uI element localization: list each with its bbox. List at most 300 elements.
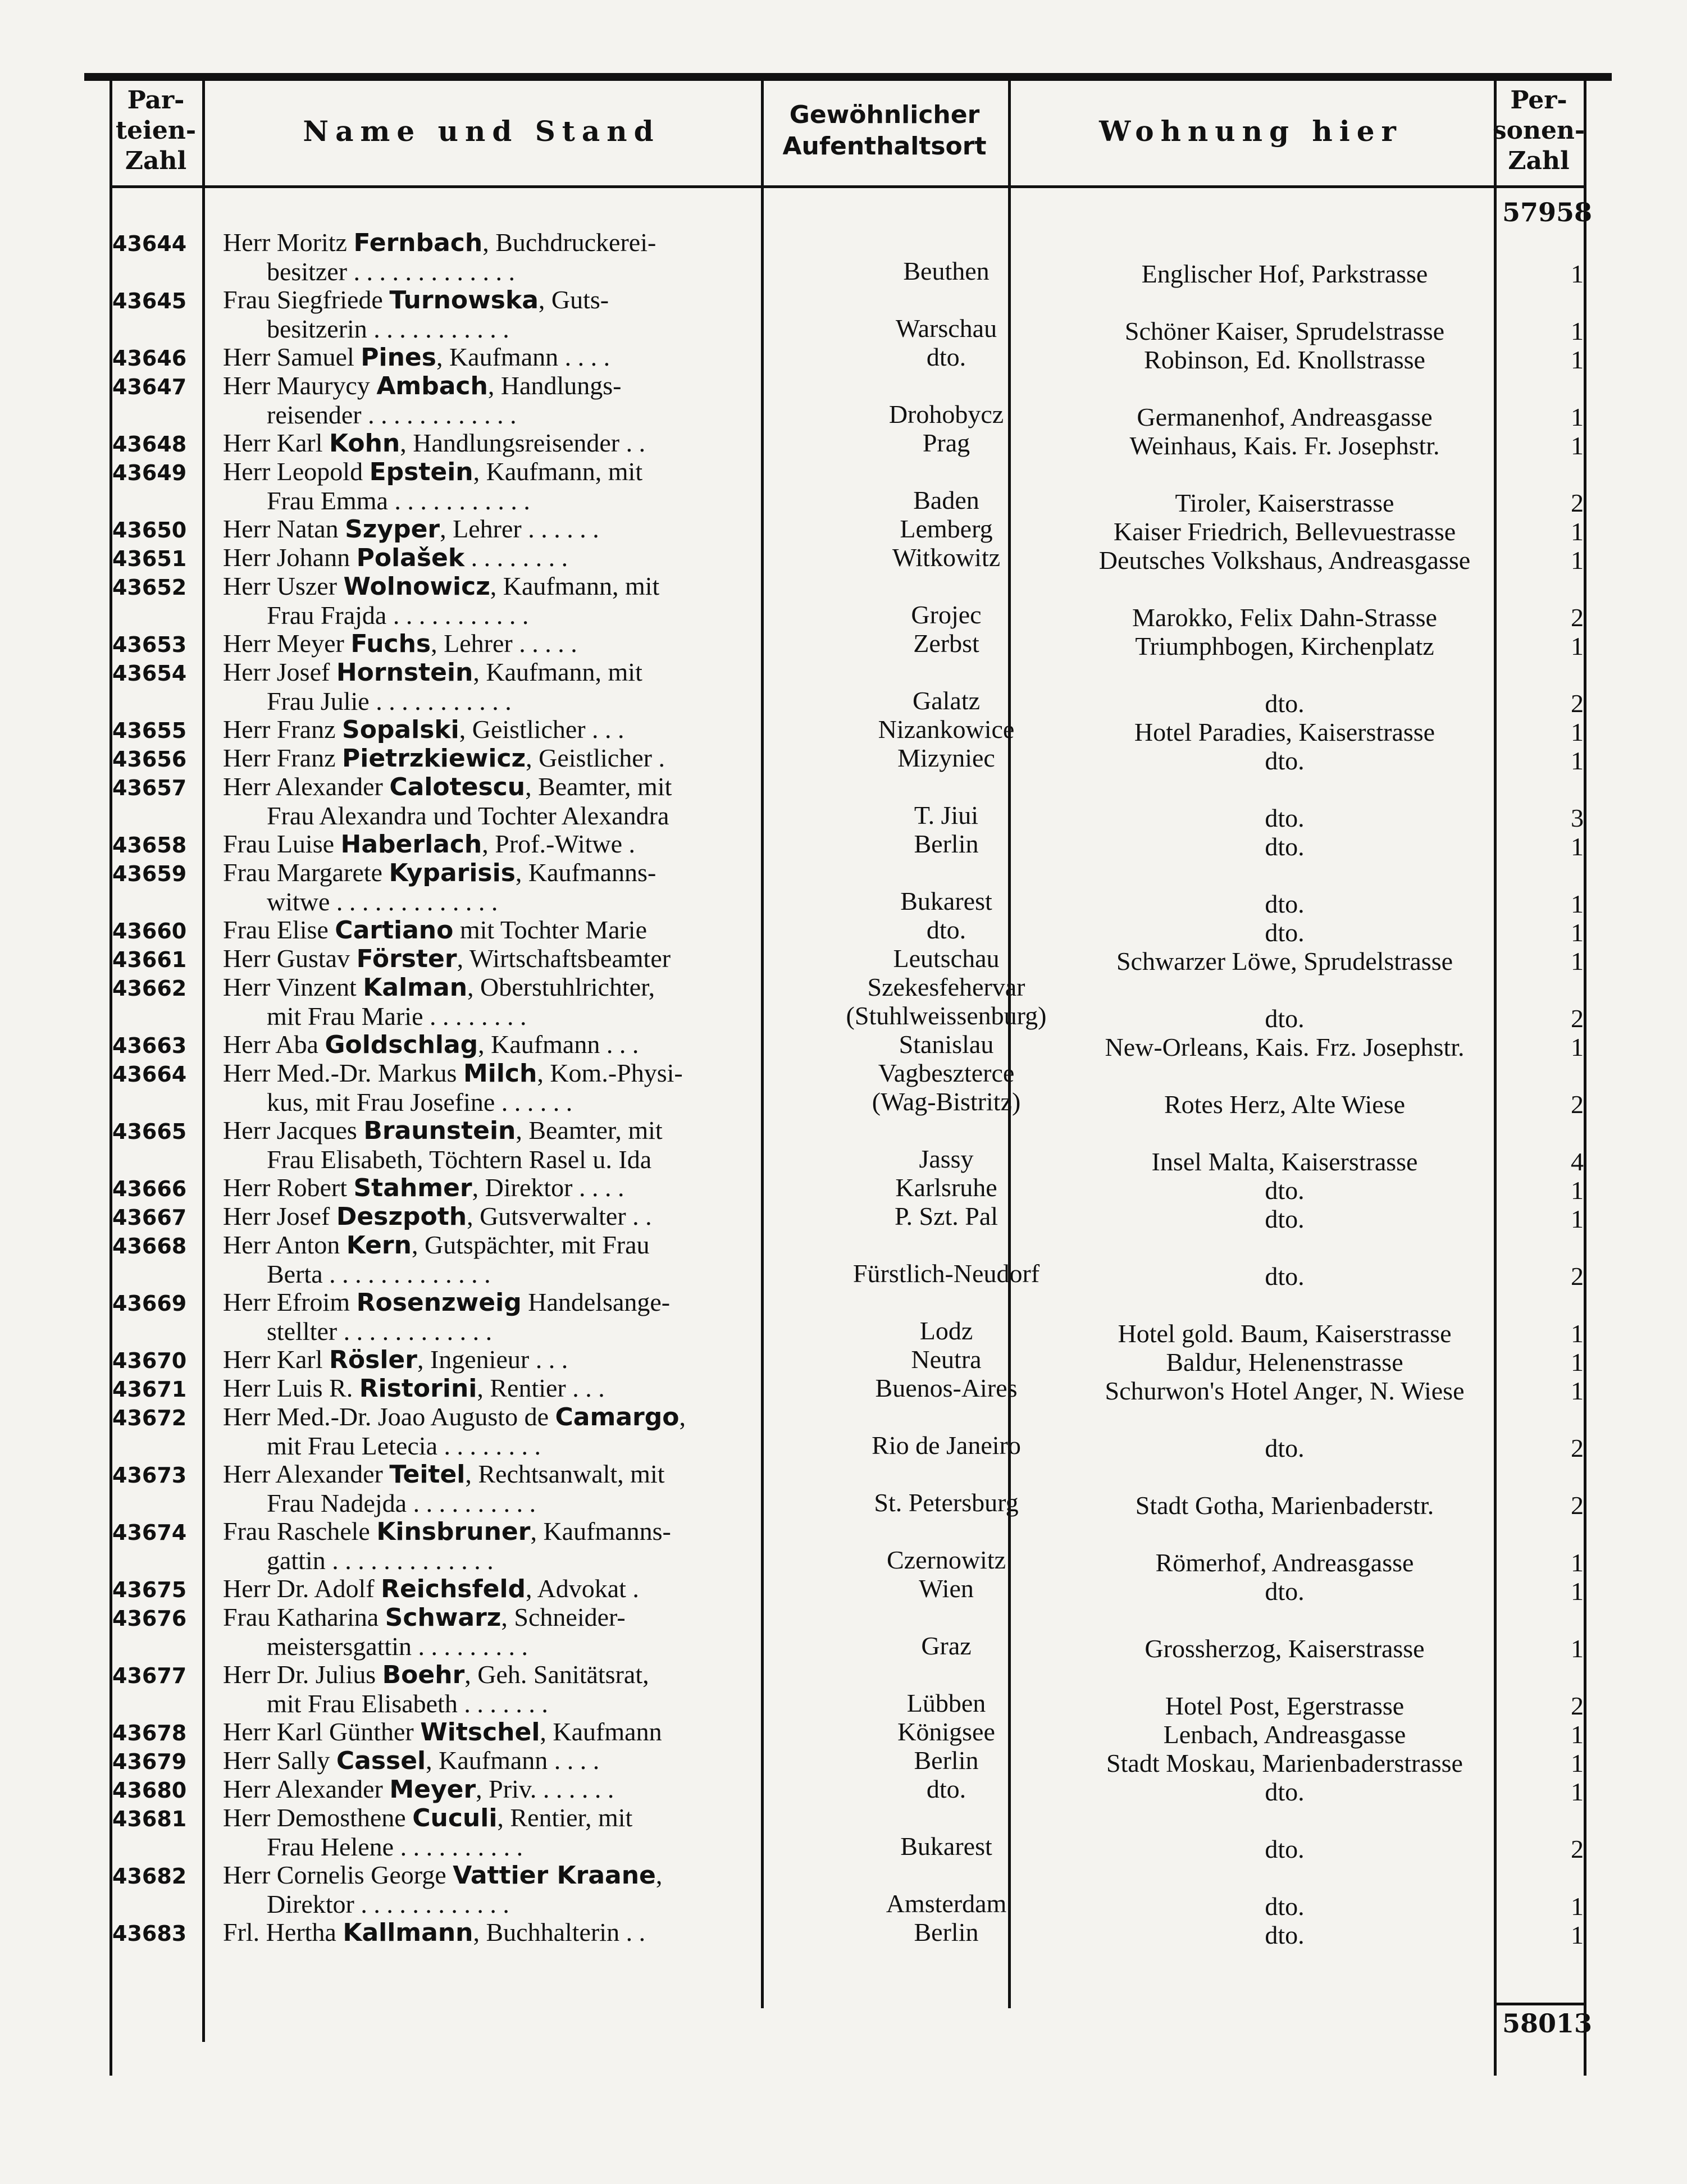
- surname: Sopalski: [342, 715, 459, 744]
- name-continuation: Frau Julie . . . . . . . . . . .: [267, 687, 512, 715]
- name-suffix: , Kom.-Physi-: [537, 1059, 683, 1087]
- party-number: 43669: [112, 1291, 187, 1316]
- name-suffix: , Prof.-Witwe .: [482, 829, 636, 858]
- party-number: 43679: [112, 1749, 187, 1774]
- usual-residence: Vagbeszterce (Wag-Bistritz): [872, 1059, 1021, 1116]
- surname: Ristorini: [359, 1374, 477, 1403]
- usual-residence: Amsterdam: [886, 1889, 1007, 1918]
- person-count: 1: [1571, 317, 1584, 345]
- table-row: [110, 1574, 1586, 1606]
- table-row: [110, 1918, 1586, 1949]
- table-row: [110, 428, 1586, 460]
- header-origin: [761, 76, 1008, 185]
- local-address: Insel Malta, Kaiserstrasse: [1151, 1147, 1418, 1176]
- usual-residence: Berlin: [914, 1746, 979, 1775]
- party-number: 43662: [112, 976, 187, 1001]
- local-address: Grossherzog, Kaiserstrasse: [1145, 1634, 1425, 1663]
- header-name-text: Name und Stand: [303, 114, 660, 148]
- usual-residence: Czernowitz: [886, 1545, 1006, 1574]
- name-prefix: Herr Med.-Dr. Joao Augusto de: [223, 1402, 549, 1431]
- usual-residence: Stanislau: [899, 1030, 994, 1059]
- local-address: dto.: [1265, 1176, 1305, 1205]
- surname: Camargo: [555, 1403, 680, 1431]
- table-row: [110, 1861, 1586, 1921]
- name-suffix: , Kaufmann: [540, 1717, 662, 1746]
- name-suffix: , Kaufmanns-: [530, 1517, 671, 1545]
- name-suffix: , Schneider-: [501, 1603, 626, 1631]
- table-row: [110, 1746, 1586, 1775]
- name-prefix: Herr Demosthene: [223, 1803, 406, 1832]
- name-suffix: , Advokat .: [526, 1574, 639, 1603]
- surname: Meyer: [389, 1775, 476, 1804]
- local-address: Triumphbogen, Kirchenplatz: [1135, 632, 1434, 660]
- name-prefix: Herr Franz: [223, 715, 336, 744]
- table-row: [110, 915, 1586, 947]
- name-suffix: , Kaufmann . . . .: [426, 1746, 600, 1775]
- usual-residence: Buenos-Aires: [875, 1374, 1018, 1402]
- name-prefix: Herr Dr. Julius: [223, 1660, 376, 1689]
- header-name: [202, 76, 761, 185]
- table-row: [110, 1030, 1586, 1059]
- table-row: [110, 343, 1586, 374]
- person-count: 1: [1571, 1749, 1584, 1777]
- party-number: 43645: [112, 289, 187, 313]
- usual-residence: St. Petersburg: [874, 1488, 1019, 1517]
- name-prefix: Frl. Hertha: [223, 1918, 336, 1946]
- local-address: Schwarzer Löwe, Sprudelstrasse: [1116, 947, 1453, 975]
- local-address: Stadt Moskau, Marienbaderstrasse: [1106, 1749, 1463, 1777]
- name-prefix: Herr Anton: [223, 1230, 340, 1259]
- name-prefix: Herr Karl: [223, 428, 323, 457]
- usual-residence: Grojec: [911, 600, 982, 629]
- party-number: 43655: [112, 718, 187, 743]
- name-prefix: Herr Meyer: [223, 629, 344, 658]
- table-row: [110, 658, 1586, 718]
- name-suffix: . . . . . . . .: [464, 543, 568, 572]
- name-prefix: Herr Luis R.: [223, 1374, 353, 1402]
- local-address: Marokko, Felix Dahn-Strasse: [1132, 603, 1437, 632]
- name-suffix: , Rentier . . .: [477, 1374, 605, 1402]
- name-prefix: Frau Siegfriede: [223, 285, 383, 314]
- local-address: Tiroler, Kaiserstrasse: [1175, 489, 1394, 517]
- name-continuation: witwe . . . . . . . . . . . . .: [267, 887, 498, 916]
- usual-residence: Leutschau: [893, 944, 1000, 973]
- name-prefix: Herr Cornelis George: [223, 1861, 446, 1889]
- name-suffix: , Kaufmanns-: [515, 858, 656, 887]
- person-count: 2: [1571, 689, 1584, 718]
- name-suffix: , Beamter, mit: [516, 1116, 663, 1145]
- name-prefix: Herr Med.-Dr. Markus: [223, 1059, 457, 1087]
- usual-residence: Bukarest: [900, 887, 992, 915]
- header-rule: [110, 185, 1586, 188]
- party-number: 43647: [112, 375, 187, 399]
- local-address: Stadt Gotha, Marienbaderstr.: [1135, 1491, 1434, 1520]
- party-number: 43675: [112, 1577, 187, 1602]
- name-suffix: , Beamter, mit: [525, 772, 672, 801]
- name-suffix: , Direktor . . . .: [472, 1173, 624, 1202]
- name-suffix: , Gutspächter, mit Frau: [411, 1230, 650, 1259]
- surname: Förster: [356, 945, 457, 973]
- usual-residence: Zerbst: [913, 629, 979, 658]
- name-suffix: Handelsange-: [521, 1288, 671, 1316]
- local-address: Römerhof, Andreasgasse: [1155, 1548, 1414, 1577]
- local-address: Robinson, Ed. Knollstrasse: [1144, 345, 1425, 374]
- header-persons: [1494, 76, 1584, 185]
- person-count: 2: [1571, 1691, 1584, 1720]
- local-address: dto.: [1265, 1835, 1305, 1863]
- table-row: [110, 1288, 1586, 1348]
- local-address: dto.: [1265, 890, 1305, 918]
- name-prefix: Herr Maurycy: [223, 371, 370, 400]
- sum-rule: [1494, 2003, 1586, 2005]
- party-number: 43654: [112, 661, 187, 686]
- name-prefix: Frau Margarete: [223, 858, 382, 887]
- name-continuation: meistersgattin . . . . . . . . .: [267, 1632, 528, 1661]
- name-continuation: mit Frau Letecia . . . . . . . .: [267, 1431, 541, 1460]
- table-row: [110, 772, 1586, 832]
- person-count: 1: [1571, 918, 1584, 947]
- surname: Rösler: [329, 1346, 417, 1374]
- party-number: 43682: [112, 1864, 187, 1889]
- usual-residence: Graz: [921, 1631, 972, 1660]
- person-count: 2: [1571, 603, 1584, 632]
- usual-residence: Szekesfehervar (Stuhlweissenburg): [846, 973, 1047, 1030]
- person-count: 2: [1571, 1835, 1584, 1863]
- person-count: 1: [1571, 1892, 1584, 1921]
- party-number: 43672: [112, 1406, 187, 1430]
- surname: Kinsbruner: [376, 1517, 531, 1546]
- name-prefix: Herr Uszer: [223, 572, 338, 600]
- name-continuation: gattin . . . . . . . . . . . . .: [267, 1546, 494, 1575]
- surname: Kyparisis: [389, 859, 516, 887]
- name-suffix: , Wirtschaftsbeamter: [457, 944, 671, 973]
- table-row: [110, 858, 1586, 918]
- local-address: Hotel gold. Baum, Kaiserstrasse: [1118, 1319, 1452, 1348]
- name-prefix: Herr Alexander: [223, 1775, 383, 1803]
- person-count: 1: [1571, 259, 1584, 288]
- usual-residence: Warschau: [895, 314, 997, 343]
- local-address: Schurwon's Hotel Anger, N. Wiese: [1105, 1376, 1465, 1405]
- local-address: dto.: [1265, 1205, 1305, 1233]
- local-address: dto.: [1265, 832, 1305, 861]
- table-row: [110, 285, 1586, 343]
- name-suffix: , Kaufmann . . .: [478, 1030, 639, 1059]
- surname: Boehr: [382, 1661, 465, 1689]
- header-address: [1008, 76, 1494, 185]
- local-address: dto.: [1265, 1004, 1305, 1033]
- party-number: 43651: [112, 546, 187, 571]
- table-row: [110, 629, 1586, 658]
- party-number: 43657: [112, 776, 187, 800]
- surname: Stahmer: [353, 1174, 472, 1202]
- surname: Ambach: [376, 372, 488, 400]
- surname: Haberlach: [340, 830, 482, 859]
- local-address: dto.: [1265, 918, 1305, 947]
- usual-residence: Fürstlich-Neudorf: [852, 1259, 1040, 1288]
- header-address-text: Wohnung hier: [1099, 114, 1403, 148]
- local-address: New-Orleans, Kais. Frz. Josephstr.: [1105, 1033, 1465, 1061]
- party-number: 43671: [112, 1377, 187, 1402]
- name-suffix: , Ingenieur . . .: [417, 1345, 568, 1374]
- table-row: [110, 715, 1586, 744]
- name-continuation: Frau Elisabeth, Töchtern Rasel u. Ida: [267, 1145, 652, 1174]
- party-number: 43676: [112, 1606, 187, 1631]
- header-origin-text: Gewöhnlicher Aufenthaltsort: [782, 101, 987, 161]
- person-count: 1: [1571, 1634, 1584, 1663]
- surname: Witschel: [420, 1718, 540, 1747]
- usual-residence: dto.: [926, 915, 966, 944]
- name-suffix: , Gutsverwalter . .: [467, 1202, 652, 1230]
- party-number: 43674: [112, 1520, 187, 1545]
- usual-residence: Lübben: [906, 1689, 986, 1717]
- name-prefix: Frau Elise: [223, 915, 329, 944]
- table-row: [110, 1717, 1586, 1749]
- usual-residence: P. Szt. Pal: [894, 1202, 998, 1230]
- surname: Epstein: [369, 458, 473, 486]
- person-count: 1: [1571, 345, 1584, 374]
- surname: Turnowska: [389, 286, 539, 314]
- table-row: [110, 1517, 1586, 1577]
- person-count: 1: [1571, 1205, 1584, 1233]
- table-row: [110, 1230, 1586, 1291]
- table-row: [110, 829, 1586, 861]
- local-address: dto.: [1265, 1434, 1305, 1462]
- party-number: 43677: [112, 1663, 187, 1688]
- person-count: 2: [1571, 1434, 1584, 1462]
- name-continuation: reisender . . . . . . . . . . . .: [267, 400, 517, 429]
- name-prefix: Herr Johann: [223, 543, 350, 572]
- surname: Vattier Kraane: [453, 1861, 656, 1890]
- surname: Milch: [463, 1059, 537, 1088]
- local-address: Weinhaus, Kais. Fr. Josephstr.: [1129, 431, 1440, 460]
- name-prefix: Herr Efroim: [223, 1288, 350, 1316]
- party-number: 43650: [112, 518, 187, 542]
- party-number: 43652: [112, 575, 187, 600]
- local-address: dto.: [1265, 1777, 1305, 1806]
- local-address: Deutsches Volkshaus, Andreasgasse: [1098, 546, 1471, 575]
- name-prefix: Herr Gustav: [223, 944, 350, 973]
- table-row: [110, 1460, 1586, 1520]
- party-number: 43664: [112, 1062, 187, 1087]
- name-prefix: Herr Robert: [223, 1173, 347, 1202]
- table-row: [110, 944, 1586, 973]
- name-suffix: , Kaufmann, mit: [473, 457, 643, 486]
- name-suffix: , Lehrer . . . . .: [431, 629, 577, 658]
- name-continuation: mit Frau Marie . . . . . . . .: [267, 1002, 527, 1031]
- table-row: [110, 1402, 1586, 1460]
- name-suffix: , Oberstuhlrichter,: [467, 973, 655, 1001]
- name-prefix: Herr Karl Günther: [223, 1717, 414, 1746]
- person-count: 1: [1571, 1921, 1584, 1949]
- usual-residence: Lodz: [919, 1316, 973, 1345]
- usual-residence: Berlin: [914, 829, 979, 858]
- name-suffix: , Rechtsanwalt, mit: [465, 1460, 665, 1488]
- local-address: Hotel Post, Egerstrasse: [1165, 1691, 1405, 1720]
- surname: Reichsfeld: [381, 1575, 526, 1603]
- name-continuation: kus, mit Frau Josefine . . . . . .: [267, 1088, 573, 1116]
- usual-residence: Karlsruhe: [895, 1173, 997, 1202]
- local-address: Lenbach, Andreasgasse: [1163, 1720, 1406, 1749]
- local-address: dto.: [1265, 689, 1305, 718]
- surname: Schwarz: [385, 1603, 501, 1632]
- name-suffix: ,: [655, 1861, 663, 1889]
- name-continuation: besitzer . . . . . . . . . . . . .: [267, 257, 516, 286]
- name-prefix: Herr Alexander: [223, 1460, 383, 1488]
- name-suffix: , Geistlicher .: [526, 744, 665, 772]
- usual-residence: Lemberg: [900, 514, 993, 543]
- name-continuation: mit Frau Elisabeth . . . . . . .: [267, 1689, 548, 1718]
- person-count: 1: [1571, 1376, 1584, 1405]
- name-continuation: Frau Nadejda . . . . . . . . . .: [267, 1489, 536, 1517]
- person-count: 1: [1571, 1720, 1584, 1749]
- table-row: [110, 457, 1586, 517]
- name-suffix: , Geh. Sanitätsrat,: [464, 1660, 649, 1689]
- table-row: [110, 1660, 1586, 1720]
- surname: Szyper: [345, 515, 440, 544]
- person-count: 1: [1571, 746, 1584, 775]
- party-number: 43658: [112, 833, 187, 858]
- person-count: 1: [1571, 947, 1584, 975]
- name-prefix: Herr Josef: [223, 658, 330, 686]
- name-suffix: , Guts-: [538, 285, 609, 314]
- usual-residence: Mizyniec: [897, 744, 995, 772]
- person-count: 1: [1571, 431, 1584, 460]
- party-number: 43661: [112, 947, 187, 972]
- surname: Pietrzkiewicz: [342, 744, 526, 773]
- usual-residence: Jassy: [919, 1145, 974, 1173]
- carry-in-total: 57958: [1502, 197, 1593, 227]
- name-prefix: Herr Vinzent: [223, 973, 357, 1001]
- name-suffix: , Priv. . . . . . .: [476, 1775, 614, 1803]
- party-number: 43649: [112, 460, 187, 485]
- person-count: 1: [1571, 1348, 1584, 1376]
- surname: Fernbach: [353, 229, 483, 257]
- party-number: 43665: [112, 1119, 187, 1144]
- name-suffix: , Lehrer . . . . . .: [440, 514, 599, 543]
- local-address: dto.: [1265, 1921, 1305, 1949]
- usual-residence: Neutra: [911, 1345, 982, 1374]
- name-prefix: Herr Sally: [223, 1746, 330, 1775]
- person-count: 2: [1571, 1004, 1584, 1033]
- register-table: [110, 76, 1593, 2076]
- table-row: [110, 543, 1586, 575]
- name-continuation: Direktor . . . . . . . . . . . .: [267, 1890, 509, 1918]
- usual-residence: Königsee: [897, 1717, 995, 1746]
- table-row: [110, 1116, 1586, 1176]
- name-prefix: Herr Josef: [223, 1202, 330, 1230]
- name-suffix: , Buchhalterin . .: [473, 1918, 646, 1946]
- party-number: 43644: [112, 231, 187, 256]
- usual-residence: dto.: [926, 1775, 966, 1803]
- name-suffix: , Kaufmann, mit: [490, 572, 660, 600]
- person-count: 1: [1571, 403, 1584, 431]
- person-count: 1: [1571, 546, 1584, 575]
- party-number: 43681: [112, 1807, 187, 1831]
- person-count: 1: [1571, 1577, 1584, 1606]
- surname: Kern: [346, 1231, 412, 1260]
- local-address: Germanenhof, Andreasgasse: [1137, 403, 1433, 431]
- name-suffix: , Kaufmann . . . .: [436, 343, 610, 371]
- person-count: 1: [1571, 890, 1584, 918]
- surname: Rosenzweig: [356, 1288, 522, 1317]
- local-address: Hotel Paradies, Kaiserstrasse: [1134, 718, 1435, 746]
- name-suffix: ,: [679, 1402, 686, 1431]
- surname: Kallmann: [343, 1918, 473, 1947]
- local-address: Baldur, Helenenstrasse: [1166, 1348, 1403, 1376]
- name-prefix: Frau Luise: [223, 829, 335, 858]
- name-continuation: Frau Alexandra und Tochter Alexandra: [267, 801, 669, 830]
- table-row: [110, 514, 1586, 546]
- table-row: [110, 744, 1586, 775]
- usual-residence: T. Jiui: [914, 801, 979, 829]
- name-continuation: Frau Emma . . . . . . . . . . .: [267, 486, 530, 515]
- party-number: 43653: [112, 632, 187, 657]
- party-number: 43656: [112, 747, 187, 772]
- person-count: 1: [1571, 1777, 1584, 1806]
- surname: Calotescu: [389, 773, 526, 801]
- person-count: 1: [1571, 718, 1584, 746]
- local-address: Rotes Herz, Alte Wiese: [1164, 1090, 1406, 1119]
- surname: Polašek: [356, 544, 465, 572]
- party-number: 43670: [112, 1348, 187, 1373]
- surname: Hornstein: [336, 658, 473, 687]
- surname: Kalman: [363, 973, 468, 1002]
- local-address: Kaiser Friedrich, Bellevuestrasse: [1113, 517, 1456, 546]
- usual-residence: Prag: [922, 428, 970, 457]
- name-prefix: Herr Alexander: [223, 772, 383, 801]
- person-count: 1: [1571, 1548, 1584, 1577]
- name-prefix: Herr Karl: [223, 1345, 323, 1374]
- name-prefix: Frau Raschele: [223, 1517, 370, 1545]
- local-address: dto.: [1265, 1892, 1305, 1921]
- name-prefix: Herr Leopold: [223, 457, 363, 486]
- local-address: Schöner Kaiser, Sprudelstrasse: [1124, 317, 1445, 345]
- party-number: 43660: [112, 919, 187, 943]
- surname: Cartiano: [335, 916, 454, 945]
- party-number: 43663: [112, 1033, 187, 1058]
- table-row: [110, 1202, 1586, 1233]
- name-suffix: , Handlungsreisender . .: [400, 428, 646, 457]
- usual-residence: dto.: [926, 343, 966, 371]
- name-suffix: , Buchdruckerei-: [482, 228, 656, 257]
- name-suffix: , Rentier, mit: [497, 1803, 633, 1832]
- usual-residence: Nizankowice: [878, 715, 1015, 744]
- local-address: dto.: [1265, 804, 1305, 832]
- name-continuation: Berta . . . . . . . . . . . . .: [267, 1260, 491, 1288]
- name-prefix: Herr Dr. Adolf: [223, 1574, 375, 1603]
- person-count: 2: [1571, 489, 1584, 517]
- table-row: [110, 371, 1586, 431]
- person-count: 1: [1571, 517, 1584, 546]
- name-suffix: mit Tochter Marie: [453, 915, 648, 944]
- party-number: 43659: [112, 861, 187, 886]
- person-count: 1: [1571, 1033, 1584, 1061]
- table-row: [110, 1345, 1586, 1374]
- table-row: [110, 1803, 1586, 1861]
- local-address: dto.: [1265, 746, 1305, 775]
- usual-residence: Wien: [919, 1574, 974, 1603]
- name-prefix: Herr Natan: [223, 514, 339, 543]
- surname: Kohn: [329, 429, 400, 458]
- surname: Pines: [361, 343, 436, 372]
- carry-out-total: 58013: [1502, 2008, 1593, 2039]
- party-number: 43683: [112, 1921, 187, 1946]
- party-number: 43673: [112, 1463, 187, 1488]
- person-count: 1: [1571, 832, 1584, 861]
- name-continuation: stellter . . . . . . . . . . . .: [267, 1317, 493, 1346]
- table-row: [110, 1059, 1586, 1119]
- surname: Fuchs: [350, 630, 431, 658]
